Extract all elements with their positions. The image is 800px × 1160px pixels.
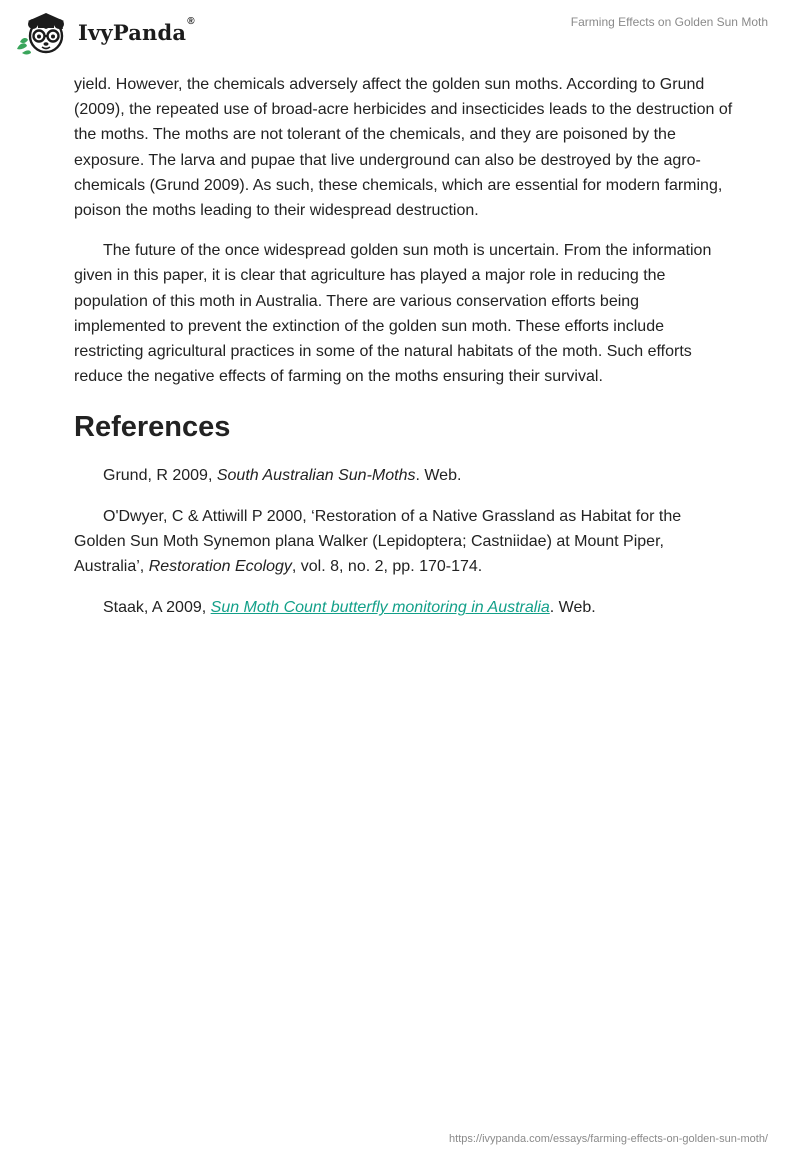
references-heading: References <box>74 411 231 444</box>
reference-text: . Web. <box>415 467 462 485</box>
essay-content <box>74 72 734 636</box>
reference-journal: Restoration Ecology <box>148 558 292 576</box>
reference-text: , vol. 8, no. 2, pp. 170-174. <box>291 558 483 576</box>
reference-title: South Australian Sun-Moths <box>216 467 416 485</box>
reference-text: O'Dwyer, C & Attiwill P 2000, ‘Restoration of a Native Grassland as Habitat for the Golden Sun Moth Synemon plana Walker (Lepidoptera; Castniidae) at Mount Piper, Australia’, <box>74 508 682 576</box>
reference-grund <box>74 463 734 488</box>
reference-link[interactable]: Sun Moth Count butterfly monitoring in Australia <box>210 599 550 617</box>
footer-url[interactable]: https://ivypanda.com/essays/farming-effects-on-golden-sun-moth/ <box>449 1133 768 1145</box>
body-paragraph-2: The future of the once widespread golden sun moth is uncertain. From the information given in this paper, it is clear that agriculture has played a major role in reducing the population of this moth in Australia. There are various conservation efforts being implemented to prevent the extinction of the golden sun moth. These efforts include restricting agricultural practices in some of the natural habitats of the moth. Such efforts reduce the negative effects of farming on the moths ensuring their survival. <box>74 242 712 386</box>
panda-graduate-icon <box>14 9 74 57</box>
page-header <box>0 0 800 70</box>
reference-odwyer <box>74 504 734 579</box>
reference-text: Staak, A 2009, <box>103 599 211 617</box>
ivypanda-logo[interactable] <box>14 9 195 57</box>
registered-mark: ® <box>187 15 195 27</box>
brand-name: IvyPanda® <box>78 15 195 45</box>
reference-staak <box>74 595 734 620</box>
document-title: Farming Effects on Golden Sun Moth <box>570 15 768 29</box>
body-paragraph-1: yield. However, the chemicals adversely affect the golden sun moths. According to Grund (2009), the repeated use of broad-acre herbicides and insecticides leads to the destruction of the moths. The moths are not tolerant of the chemicals, and they are poisoned by the exposure. The larva and pupae that live underground can also be destroyed by the agro-chemicals (Grund 2009). As such, these chemicals, which are essential for modern farming, poison the moths leading to their widespread destruction. <box>74 76 733 220</box>
reference-text: . Web. <box>549 599 596 617</box>
reference-text: Grund, R 2009, <box>103 467 217 485</box>
